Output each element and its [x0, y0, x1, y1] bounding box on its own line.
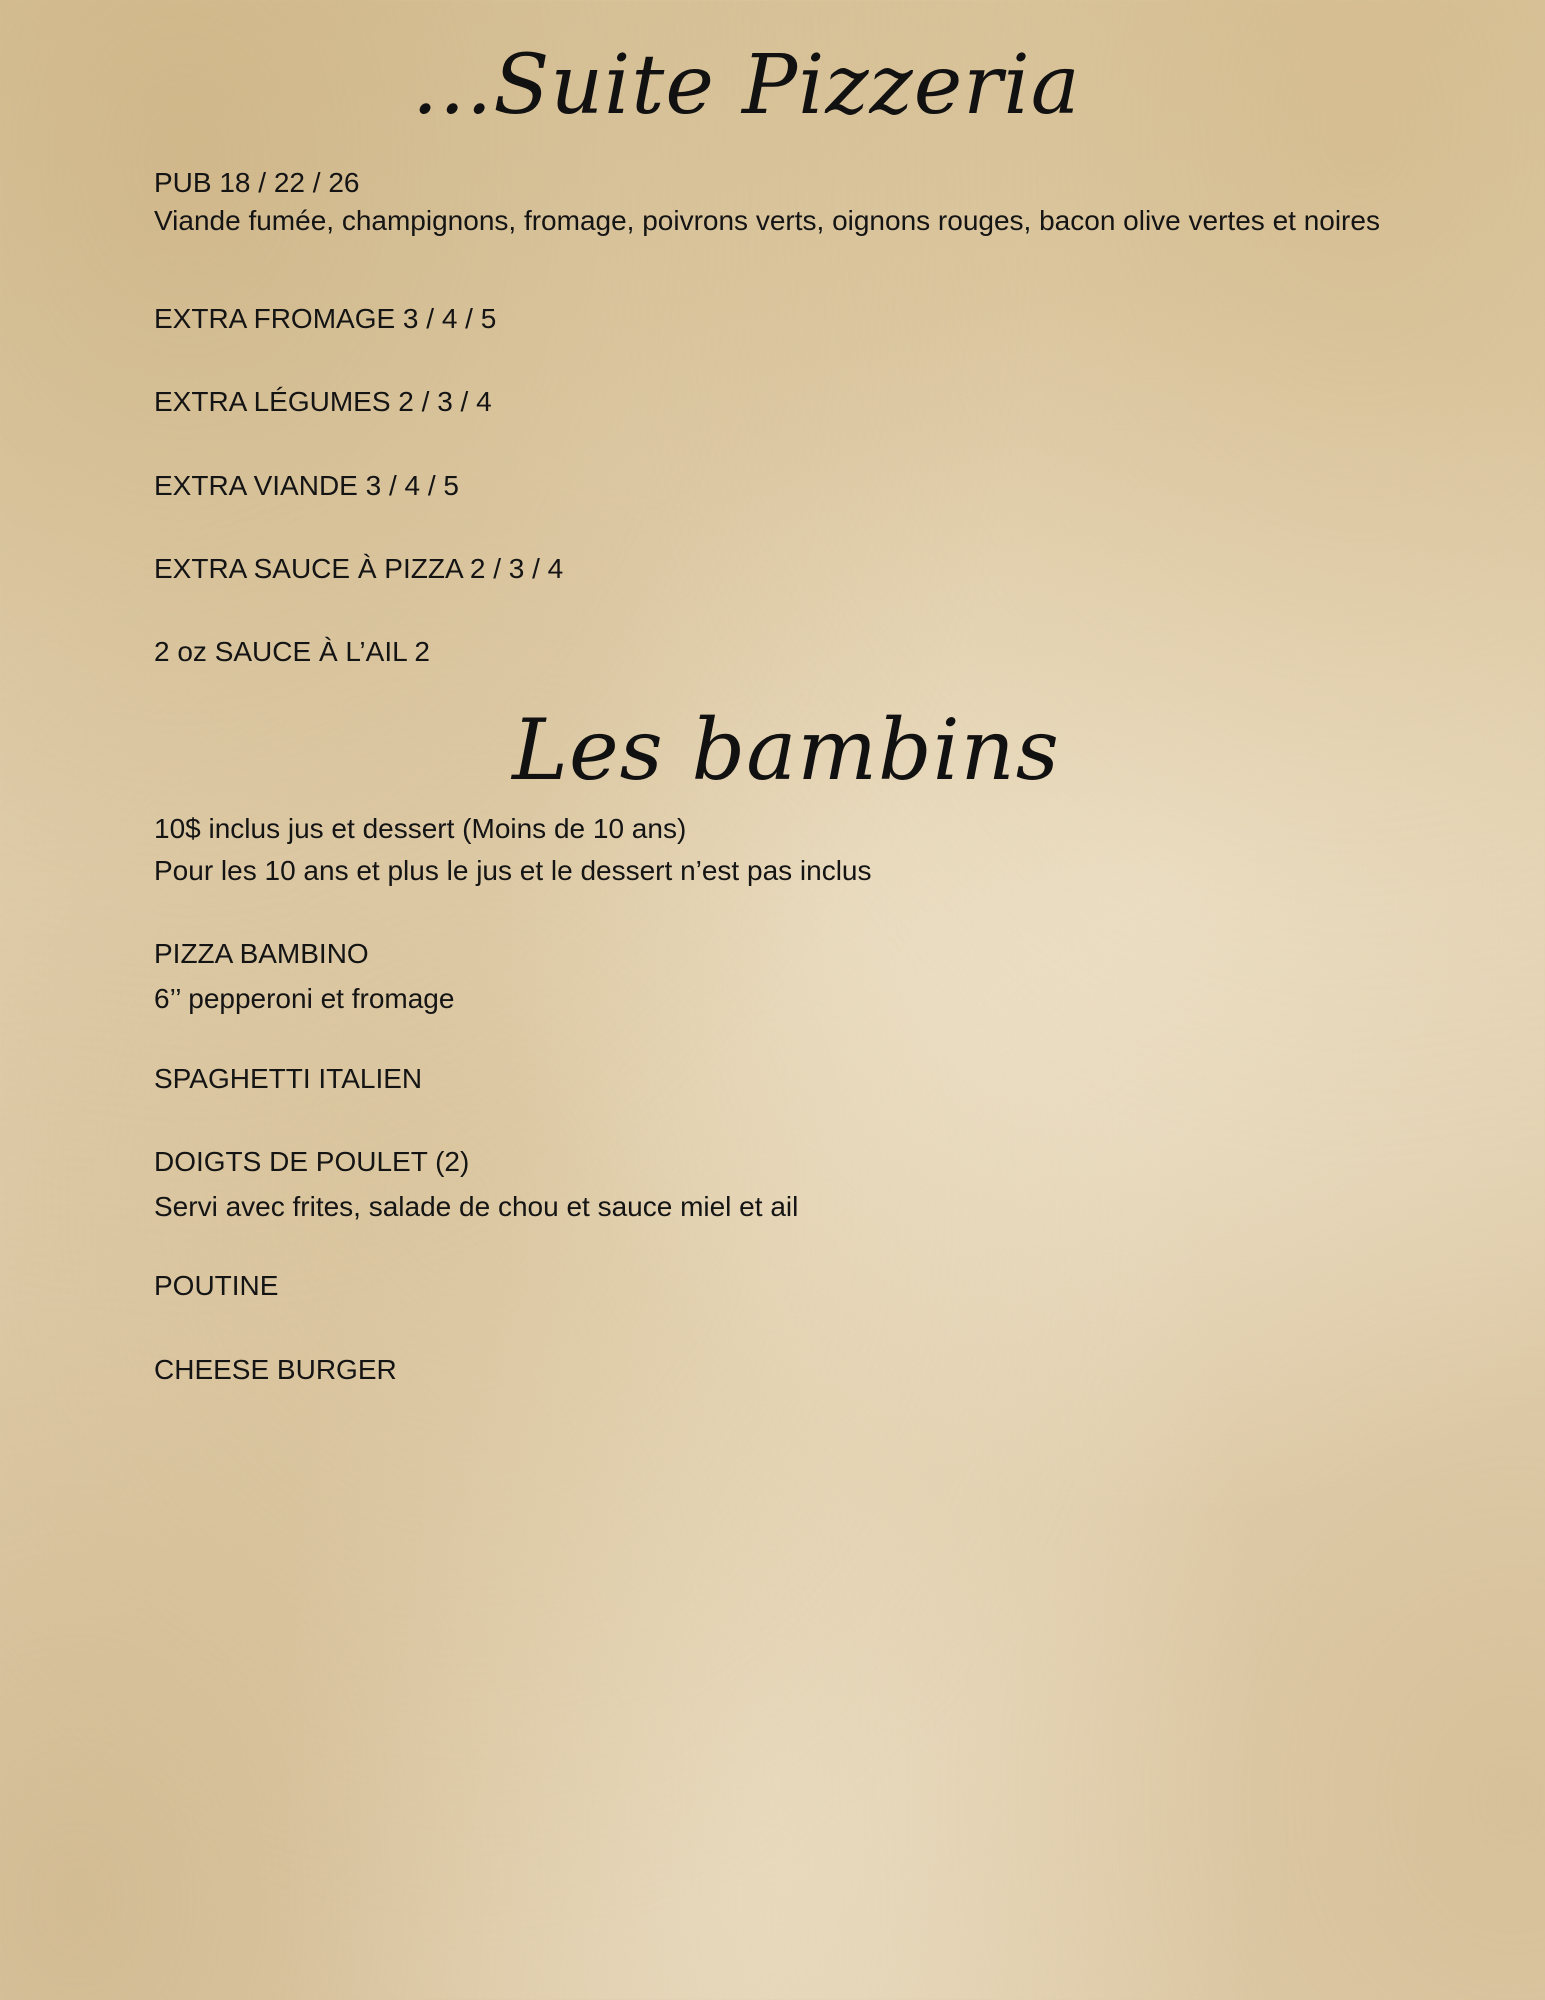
spaghetti-italien-name: SPAGHETTI ITALIEN	[154, 1063, 423, 1094]
pizza-bambino-name: PIZZA BAMBINO	[154, 938, 369, 969]
bambins-note-price: 10$ inclus jus et dessert (Moins de 10 ans)	[154, 813, 687, 844]
extra-meat-item: EXTRA VIANDE 3 / 4 / 5	[154, 470, 460, 501]
cheese-burger-name: CHEESE BURGER	[154, 1354, 397, 1385]
pub-pizza-name: PUB 18 / 22 / 26	[154, 167, 360, 198]
garlic-sauce-item: 2 oz SAUCE À L’AIL 2	[154, 636, 430, 667]
doigts-de-poulet-description: Servi avec frites, salade de chou et sauce miel et ail	[154, 1191, 799, 1222]
pizzeria-section-title: ...Suite Pizzeria	[412, 38, 1081, 133]
extra-vegetables-item: EXTRA LÉGUMES 2 / 3 / 4	[154, 386, 492, 417]
pub-pizza-description: Viande fumée, champignons, fromage, poivrons verts, oignons rouges, bacon olive vertes et noires	[154, 205, 1380, 236]
bambins-section-title: Les bambins	[512, 701, 1060, 799]
extra-cheese-item: EXTRA FROMAGE 3 / 4 / 5	[154, 303, 497, 334]
extra-pizza-sauce-item: EXTRA SAUCE À PIZZA 2 / 3 / 4	[154, 553, 564, 584]
doigts-de-poulet-name: DOIGTS DE POULET (2)	[154, 1146, 470, 1177]
bambins-note-age: Pour les 10 ans et plus le jus et le dessert n’est pas inclus	[154, 855, 872, 886]
pizza-bambino-description: 6’’ pepperoni et fromage	[154, 983, 455, 1014]
poutine-name: POUTINE	[154, 1270, 279, 1301]
